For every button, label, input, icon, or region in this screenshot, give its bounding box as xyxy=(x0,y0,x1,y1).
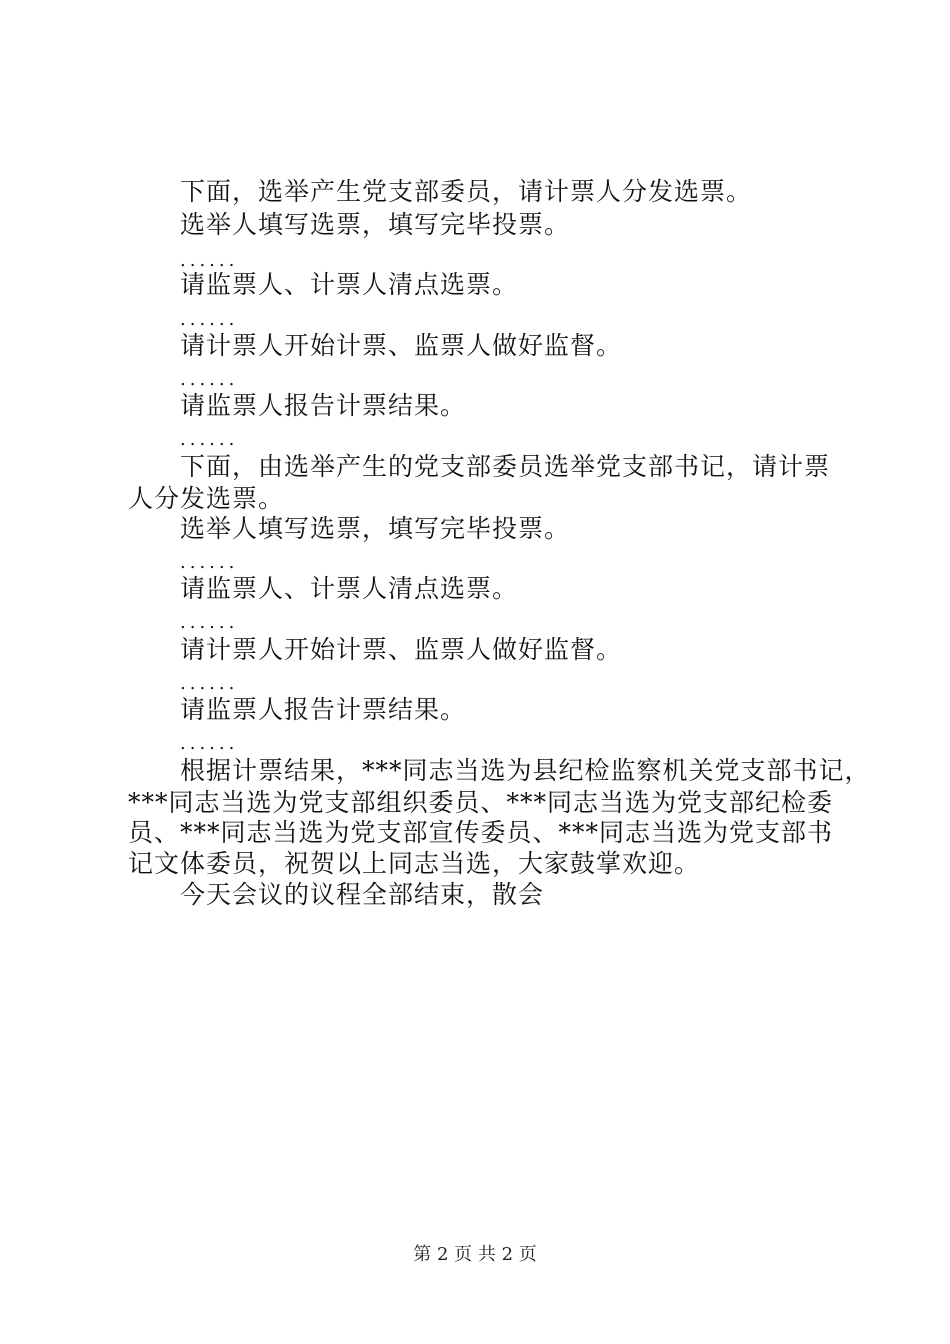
paragraph-line: 选举人填写选票，填写完毕投票。 xyxy=(180,210,571,239)
paragraph-line: 选举人填写选票，填写完毕投票。 xyxy=(180,514,571,543)
paragraph-line: 人分发选票。 xyxy=(128,484,285,513)
paragraph-line: 员、***同志当选为党支部宣传委员、***同志当选为党支部书 xyxy=(128,818,834,847)
paragraph-line: 请监票人、计票人清点选票。 xyxy=(180,270,519,299)
ellipsis-line: ...... xyxy=(180,733,239,754)
ellipsis-line: ...... xyxy=(180,250,239,271)
paragraph-line: 今天会议的议程全部结束，散会 xyxy=(180,880,545,909)
ellipsis-line: ...... xyxy=(180,612,239,633)
paragraph-line: 根据计票结果，***同志当选为县纪检监察机关党支部书记， xyxy=(180,756,871,785)
ellipsis-line: ...... xyxy=(180,429,239,450)
paragraph-line: 请计票人开始计票、监票人做好监督。 xyxy=(180,331,623,360)
ellipsis-line: ...... xyxy=(180,673,239,694)
ellipsis-line: ...... xyxy=(180,309,239,330)
paragraph-line: 下面，由选举产生的党支部委员选举党支部书记，请计票 xyxy=(180,452,831,481)
ellipsis-line: ...... xyxy=(180,369,239,390)
paragraph-line: 下面，选举产生党支部委员，请计票人分发选票。 xyxy=(180,177,753,206)
page-footer: 第 2 页 共 2 页 xyxy=(413,1244,537,1265)
paragraph-line: 请计票人开始计票、监票人做好监督。 xyxy=(180,635,623,664)
paragraph-line: 请监票人、计票人清点选票。 xyxy=(180,574,519,603)
paragraph-line: 记文体委员，祝贺以上同志当选，大家鼓掌欢迎。 xyxy=(128,849,701,878)
ellipsis-line: ...... xyxy=(180,552,239,573)
paragraph-line: 请监票人报告计票结果。 xyxy=(180,695,467,724)
paragraph-line: 请监票人报告计票结果。 xyxy=(180,391,467,420)
paragraph-line: ***同志当选为党支部组织委员、***同志当选为党支部纪检委 xyxy=(128,788,834,817)
